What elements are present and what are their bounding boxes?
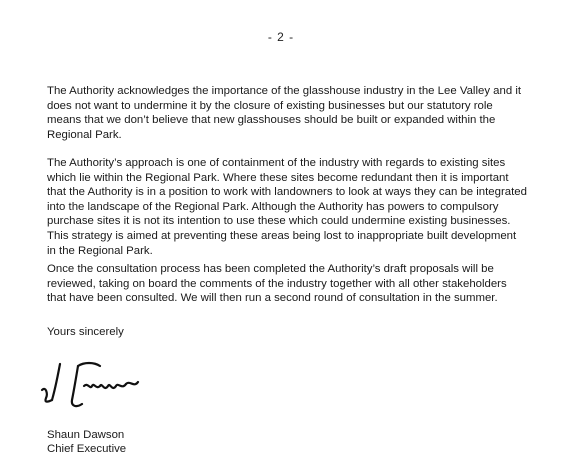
signer-title: Chief Executive xyxy=(47,443,127,455)
paragraph-glasshouse-industry: The Authority acknowledges the importance of the glasshouse industry in the Lee Valley and it does not want to undermine it by the closure of existing businesses but our statutory role means that we don’t believe that new glasshouses should be built or expanded within the Regional Park. xyxy=(47,85,522,141)
paragraph-consultation-process: Once the consultation process has been completed the Authority’s draft proposals will be reviewed, taking on board the comments of the industry together with all other stakeholders that have been consulted. We will then run a second round of consultation in the summer. xyxy=(47,263,507,305)
handwritten-signature xyxy=(38,356,158,416)
closing-salutation: Yours sincerely xyxy=(47,326,124,338)
page-number: - 2 - xyxy=(267,30,295,44)
paragraph-containment-approach: The Authority’s approach is one of containment of the industry with regards to existing sites which lie within the Regional Park. Where these sites become redundant then it is important that the Authority is in a position to work with landowners to look at ways they can be integrated into the landscape of the Regional Park. Although the Authority has powers to compulsory purchase sites it is not its intention to use these which could undermine existing businesses. This strategy is aimed at preventing these areas being lost to inappropriate built development in the Regional Park. xyxy=(47,157,527,257)
signer-name: Shaun Dawson xyxy=(47,429,125,441)
